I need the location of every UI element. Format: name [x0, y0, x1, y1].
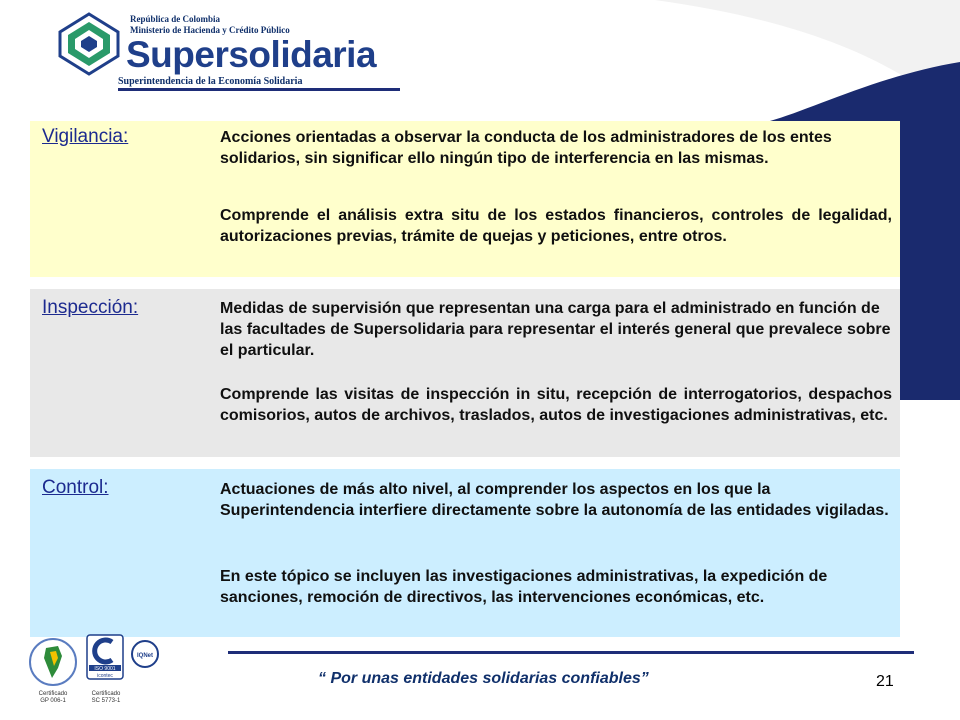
supersolidaria-logo: [58, 12, 398, 92]
cert-1-line2: GP 006-1: [40, 698, 66, 704]
logo-brand-name: Supersolidaria: [126, 34, 377, 75]
cert-2-line1: Certificado: [91, 691, 121, 697]
colombia-certification-seal-icon: [28, 634, 78, 690]
certification-caption-1: [30, 691, 76, 705]
iso-badge-label: ISO 9001: [94, 666, 116, 672]
term-inspeccion: Inspección:: [42, 297, 139, 318]
iqnet-badge-icon: [130, 634, 160, 680]
icontec-badge-label: icontec: [97, 673, 113, 679]
certification-caption-2: [86, 691, 126, 705]
term-control: Control:: [42, 477, 109, 498]
term-vigilancia: Vigilancia:: [42, 126, 129, 147]
section-control: [30, 469, 900, 637]
header-divider: [118, 88, 400, 91]
section-vigilancia: [30, 121, 900, 277]
cert-2-line2: SC 5773-1: [91, 698, 121, 704]
page-number: 21: [876, 673, 894, 690]
control-scope: En este tópico se incluyen las investigaciones administrativas, la expedición de sanciones, remoción de directivos, las intervenciones económicas, etc.: [220, 568, 828, 606]
iqnet-badge-label: IQNet: [136, 653, 154, 659]
logo-country: República de Colombia: [130, 14, 221, 24]
footer-divider: [228, 651, 914, 654]
cert-1-line1: Certificado: [38, 691, 68, 697]
iso-9001-badge-icon: [86, 634, 124, 680]
section-inspeccion: [30, 289, 900, 457]
vigilancia-definition: Acciones orientadas a observar la conducta de los administradores de los entes solidarios, sin significar ello ningún tipo de interferencia en las mismas.: [220, 129, 832, 167]
inspeccion-definition: Medidas de supervisión que representan una carga para el administrado en función de las facultades de Supersolidaria para representar el interés general que prevalece sobre el particular.: [220, 300, 891, 359]
inspeccion-scope: Comprende las visitas de inspección in situ, recepción de interrogatorios, despachos comisorios, autos de archivos, traslados, autos de investigaciones administrativas, etc.: [220, 386, 892, 424]
logo-subtitle: Superintendencia de la Economía Solidaria: [118, 76, 303, 87]
vigilancia-scope: Comprende el análisis extra situ de los estados financieros, controles de legalidad, autorizaciones previas, trámite de quejas y peticiones, entre otros.: [220, 207, 892, 245]
footer-slogan: “ Por unas entidades solidarias confiables”: [318, 670, 649, 687]
logo-ministry: Ministerio de Hacienda y Crédito Público: [130, 25, 290, 35]
control-definition: Actuaciones de más alto nivel, al comprender los aspectos en los que la Superintendencia interfiere directamente sobre la autonomía de las entidades vigiladas.: [220, 481, 889, 519]
supersolidaria-emblem-icon: [58, 12, 120, 76]
